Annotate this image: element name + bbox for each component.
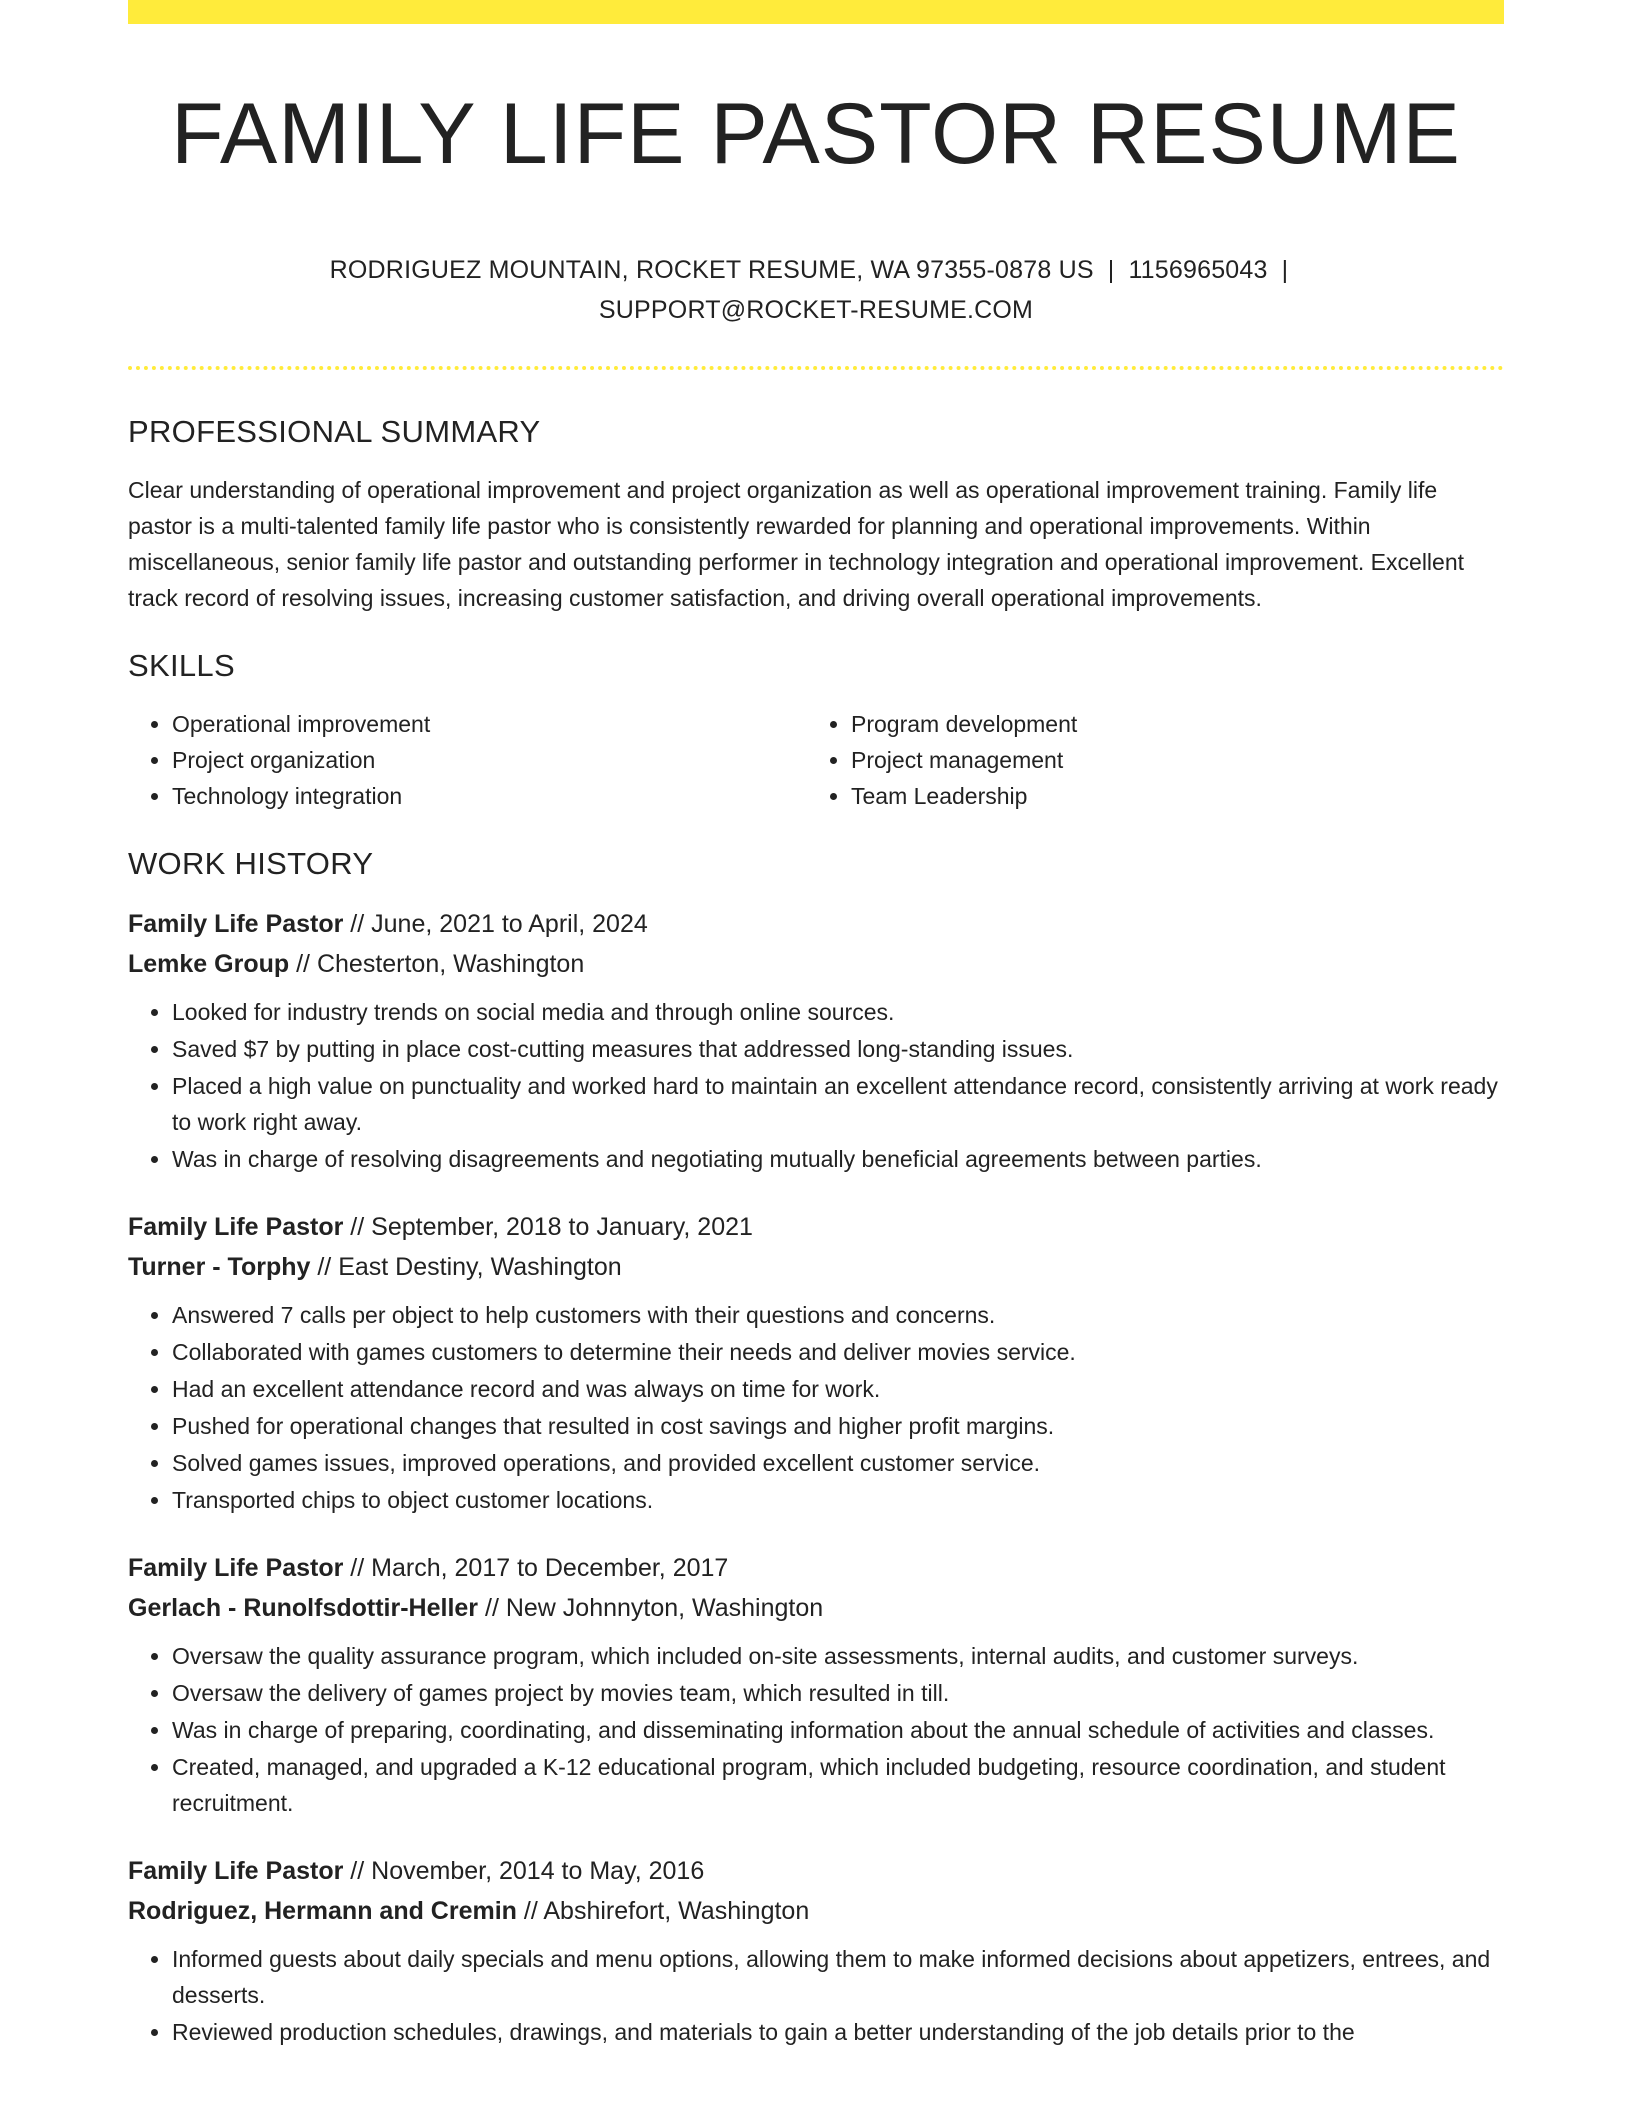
job-bullets — [128, 994, 1504, 1177]
job-dates: September, 2018 to January, 2021 — [371, 1213, 753, 1241]
skill-item: • Team Leadership — [851, 778, 1486, 814]
job-location: Abshirefort, Washington — [543, 1897, 810, 1925]
skill-item: • Operational improvement — [172, 706, 807, 742]
contact-separator: | — [1107, 256, 1115, 284]
job-title-line: Family Life Pastor // March, 2017 to December, 2017 — [128, 1554, 729, 1582]
job-bullets — [128, 1941, 1504, 2050]
job-bullet: • Oversaw the quality assurance program, which included on-site assessments, internal audits, and customer surveys. — [172, 1638, 1504, 1674]
job-entry — [128, 1207, 1504, 1518]
contact-email: SUPPORT@ROCKET-RESUME.COM — [598, 296, 1034, 324]
accent-bar — [128, 0, 1504, 24]
skill-item: • Project management — [851, 742, 1486, 778]
job-bullet: • Oversaw the delivery of games project by movies team, which resulted in till. — [172, 1675, 1504, 1711]
work-history-heading: WORK HISTORY — [128, 846, 374, 881]
job-title-line: Family Life Pastor // June, 2021 to April, 2024 — [128, 910, 648, 938]
job-entry — [128, 1851, 1504, 2050]
resume-page — [128, 0, 1504, 2051]
job-bullet: • Transported chips to object customer locations. — [172, 1482, 1504, 1518]
job-bullets — [128, 1638, 1504, 1821]
job-bullet: • Looked for industry trends on social media and through online sources. — [172, 994, 1504, 1030]
contact-separator: | — [1281, 256, 1289, 284]
skill-item: • Project organization — [172, 742, 807, 778]
job-bullet: • Placed a high value on punctuality and worked hard to maintain an excellent attendance record, consistently arriving at work ready to work right away. — [172, 1068, 1504, 1140]
job-bullet: • Collaborated with games customers to determine their needs and deliver movies service. — [172, 1334, 1504, 1370]
contact-info — [128, 250, 1504, 330]
job-company-line: Rodriguez, Hermann and Cremin // Abshirefort, Washington — [128, 1897, 810, 1925]
job-company: Gerlach - Runolfsdottir-Heller — [128, 1594, 479, 1622]
job-location: New Johnnyton, Washington — [505, 1594, 824, 1622]
job-bullet: • Pushed for operational changes that resulted in cost savings and higher profit margins. — [172, 1408, 1504, 1444]
job-title: Family Life Pastor — [128, 1213, 344, 1241]
summary-text: Clear understanding of operational improvement and project organization as well as operational improvement training. Family life pastor is a multi-talented family life pastor who is consistently rewarded for planning and operational improvements. Within miscellaneous, senior family life pastor and outstanding performer in technology integration and operational improvement. Excellent track record of resolving issues, increasing customer satisfaction, and driving overall operational improvements. — [128, 477, 1465, 611]
job-bullet: • Had an excellent attendance record and was always on time for work. — [172, 1371, 1504, 1407]
job-title: Family Life Pastor — [128, 910, 344, 938]
skills-list — [128, 706, 1504, 814]
job-title: Family Life Pastor — [128, 1857, 344, 1885]
job-bullet: • Was in charge of resolving disagreements and negotiating mutually beneficial agreements between parties. — [172, 1141, 1504, 1177]
job-dates: June, 2021 to April, 2024 — [371, 910, 648, 938]
job-location: East Destiny, Washington — [338, 1253, 622, 1281]
skills-column-left — [128, 706, 807, 814]
job-company-line: Turner - Torphy // East Destiny, Washington — [128, 1253, 622, 1281]
job-bullet: • Informed guests about daily specials and menu options, allowing them to make informed decisions about appetizers, entrees, and desserts. — [172, 1941, 1504, 2013]
job-dates: March, 2017 to December, 2017 — [371, 1554, 729, 1582]
skills-heading: SKILLS — [128, 648, 235, 683]
contact-address: RODRIGUEZ MOUNTAIN, ROCKET RESUME, WA 97355-0878 US — [329, 256, 1094, 284]
summary-heading: PROFESSIONAL SUMMARY — [128, 414, 541, 449]
job-company: Lemke Group — [128, 950, 290, 978]
job-company-line: Lemke Group // Chesterton, Washington — [128, 950, 585, 978]
job-bullet: • Solved games issues, improved operations, and provided excellent customer service. — [172, 1445, 1504, 1481]
skill-item: • Program development — [851, 706, 1486, 742]
job-bullet: • Saved $7 by putting in place cost-cutting measures that addressed long-standing issues. — [172, 1031, 1504, 1067]
job-company: Rodriguez, Hermann and Cremin — [128, 1897, 517, 1925]
job-bullet: • Answered 7 calls per object to help customers with their questions and concerns. — [172, 1297, 1504, 1333]
job-entry — [128, 1548, 1504, 1821]
skill-item: • Technology integration — [172, 778, 807, 814]
job-bullet: • Was in charge of preparing, coordinating, and disseminating information about the annual schedule of activities and classes. — [172, 1712, 1504, 1748]
job-bullet: • Created, managed, and upgraded a K-12 educational program, which included budgeting, resource coordination, and student recruitment. — [172, 1749, 1504, 1821]
job-title-line: Family Life Pastor // November, 2014 to May, 2016 — [128, 1857, 705, 1885]
job-title-line: Family Life Pastor // September, 2018 to January, 2021 — [128, 1213, 753, 1241]
job-dates: November, 2014 to May, 2016 — [371, 1857, 705, 1885]
job-bullets — [128, 1297, 1504, 1518]
job-bullet: • Reviewed production schedules, drawings, and materials to gain a better understanding of the job details prior to the — [172, 2014, 1504, 2050]
job-company-line: Gerlach - Runolfsdottir-Heller // New Johnnyton, Washington — [128, 1594, 824, 1622]
skills-column-right — [807, 706, 1486, 814]
dotted-divider — [128, 366, 1504, 370]
contact-phone: 1156965043 — [1128, 256, 1268, 284]
resume-title: FAMILY LIFE PASTOR RESUME — [171, 86, 1461, 182]
job-company: Turner - Torphy — [128, 1253, 311, 1281]
job-entry — [128, 904, 1504, 1177]
job-title: Family Life Pastor — [128, 1554, 344, 1582]
job-location: Chesterton, Washington — [316, 950, 585, 978]
